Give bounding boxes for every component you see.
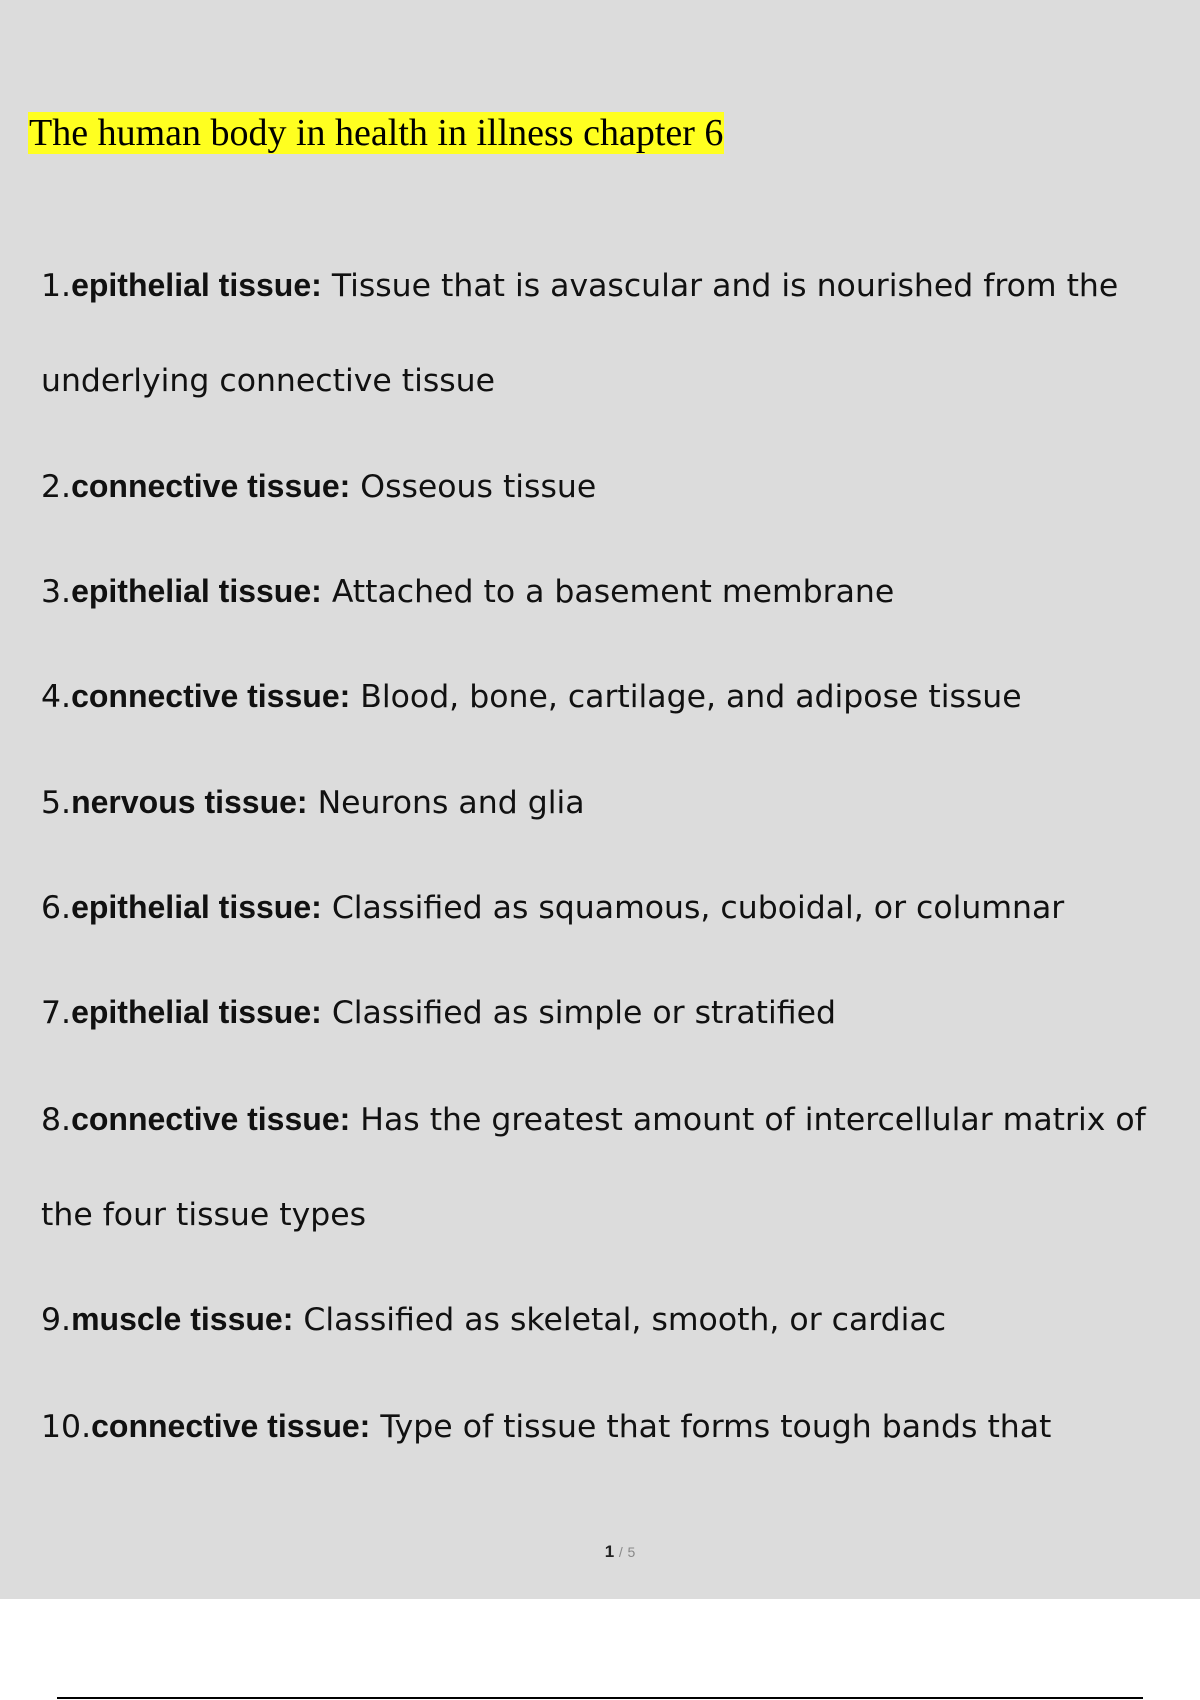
document-title — [28, 108, 724, 158]
item-number: 8. — [41, 1102, 72, 1138]
item-definition: Has the greatest amount of intercellular matrix of the four tissue types — [41, 1102, 1146, 1233]
item-term: connective tissue: — [71, 678, 351, 714]
item-term: epithelial tissue: — [71, 573, 322, 609]
list-item — [41, 860, 1181, 956]
list-item — [41, 238, 1181, 429]
item-term: muscle tissue: — [71, 1301, 294, 1337]
item-term: epithelial tissue: — [71, 267, 322, 303]
item-number: 1. — [41, 268, 72, 304]
item-number: 4. — [41, 679, 72, 715]
list-item — [41, 439, 1181, 535]
page-indicator — [0, 1542, 1200, 1562]
item-term: connective tissue: — [71, 1101, 351, 1137]
title-highlight: The human body in health in illness chapter 6 — [29, 112, 724, 154]
item-number: 2. — [41, 469, 72, 505]
current-page-number: 1 — [604, 1542, 615, 1561]
item-number: 5. — [41, 785, 72, 821]
item-term: epithelial tissue: — [71, 889, 322, 925]
item-definition: Classified as skeletal, smooth, or cardiac — [303, 1302, 947, 1338]
list-item — [41, 1072, 1181, 1263]
list-item — [41, 755, 1181, 851]
item-term: epithelial tissue: — [71, 994, 322, 1030]
list-item — [41, 1272, 1181, 1368]
list-item — [41, 1379, 1181, 1475]
item-term: nervous tissue: — [71, 784, 308, 820]
item-definition: Blood, bone, cartilage, and adipose tissue — [360, 679, 1022, 715]
item-definition: Classified as squamous, cuboidal, or columnar — [331, 890, 1065, 926]
item-definition: Osseous tissue — [360, 469, 597, 505]
total-pages: 5 — [627, 1544, 636, 1560]
list-item — [41, 965, 1181, 1061]
page-separator: / — [618, 1544, 623, 1560]
item-definition: Attached to a basement membrane — [331, 574, 895, 610]
item-number: 9. — [41, 1302, 72, 1338]
item-number: 3. — [41, 574, 72, 610]
item-term: connective tissue: — [71, 468, 351, 504]
item-definition: Neurons and glia — [317, 785, 585, 821]
list-item — [41, 649, 1181, 745]
list-item — [41, 544, 1181, 640]
item-definition: Type of tissue that forms tough bands that — [380, 1409, 1052, 1445]
item-definition: Tissue that is avascular and is nourished from the underlying connective tissue — [41, 268, 1119, 399]
divider-line — [57, 1697, 1143, 1699]
item-number: 7. — [41, 995, 72, 1031]
item-number: 6. — [41, 890, 72, 926]
item-definition: Classified as simple or stratified — [331, 995, 836, 1031]
item-term: connective tissue: — [91, 1408, 371, 1444]
item-number: 10. — [41, 1409, 92, 1445]
